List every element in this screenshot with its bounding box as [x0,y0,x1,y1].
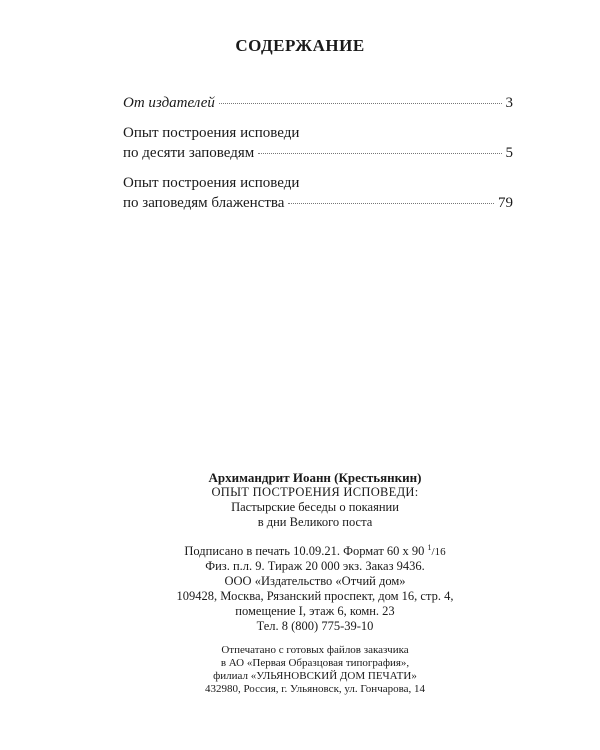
imprint-printer-line3: филиал «УЛЬЯНОВСКИЙ ДОМ ПЕЧАТИ» [213,670,417,683]
imprint-signed-line [150,540,480,559]
imprint-address-line2: помещение I, этаж 6, комн. 23 [235,604,395,619]
imprint-subtitle-line2: в дни Великого поста [257,515,373,529]
toc-leader-dots [258,153,501,154]
imprint-book-title: ОПЫТ ПОСТРОЕНИЯ ИСПОВЕДИ: [211,485,419,499]
imprint-publisher: ООО «Издательство «Отчий дом» [224,574,406,589]
imprint-author: Архимандрит Иоанн (Крестьянкин) [208,470,422,485]
toc-leader-dots [219,103,502,104]
imprint-format-sup: 1 [427,543,432,552]
imprint-printer-line4: 432980, Россия, г. Ульяновск, ул. Гончарова, 14 [204,683,426,696]
toc-entry-label: Опыт построения исповеди [123,125,300,141]
imprint-printer-line1: Отпечатано с готовых файлов заказчика [221,644,409,657]
imprint-format-sub: /16 [431,546,446,559]
imprint-printer-line2: в АО «Первая Образцовая типография», [220,657,410,670]
imprint-address-line1: 109428, Москва, Рязанский проспект, дом 16, стр. 4, [176,589,454,604]
imprint-subtitle-line1: Пастырские беседы о покаянии [231,500,399,514]
toc-page-number: 79 [498,195,513,211]
toc-entry-label: по десяти заповедям [123,145,255,161]
imprint-print-info: Физ. п.л. 9. Тираж 20 000 экз. Заказ 9436. [205,559,425,574]
toc-page-number: 3 [505,95,513,111]
imprint-phone: Тел. 8 (800) 775-39-10 [256,619,374,634]
toc-entry-beatitudes[interactable] [123,173,513,213]
toc-entry-publishers[interactable] [123,93,513,113]
toc-title: СОДЕРЖАНИЕ [235,36,365,55]
imprint-block [150,470,480,696]
toc-entry-label: по заповедям блаженства [123,195,285,211]
toc-page-number: 5 [505,145,513,161]
imprint-signed-text: Подписано в печать 10.09.21. Формат 60 x 90 [184,544,425,559]
toc-entry-label: От издателей [123,95,215,111]
toc-entry-label: Опыт построения исповеди [123,175,300,191]
toc-leader-dots [288,203,494,204]
table-of-contents [123,93,513,223]
toc-entry-ten-commandments[interactable] [123,123,513,163]
